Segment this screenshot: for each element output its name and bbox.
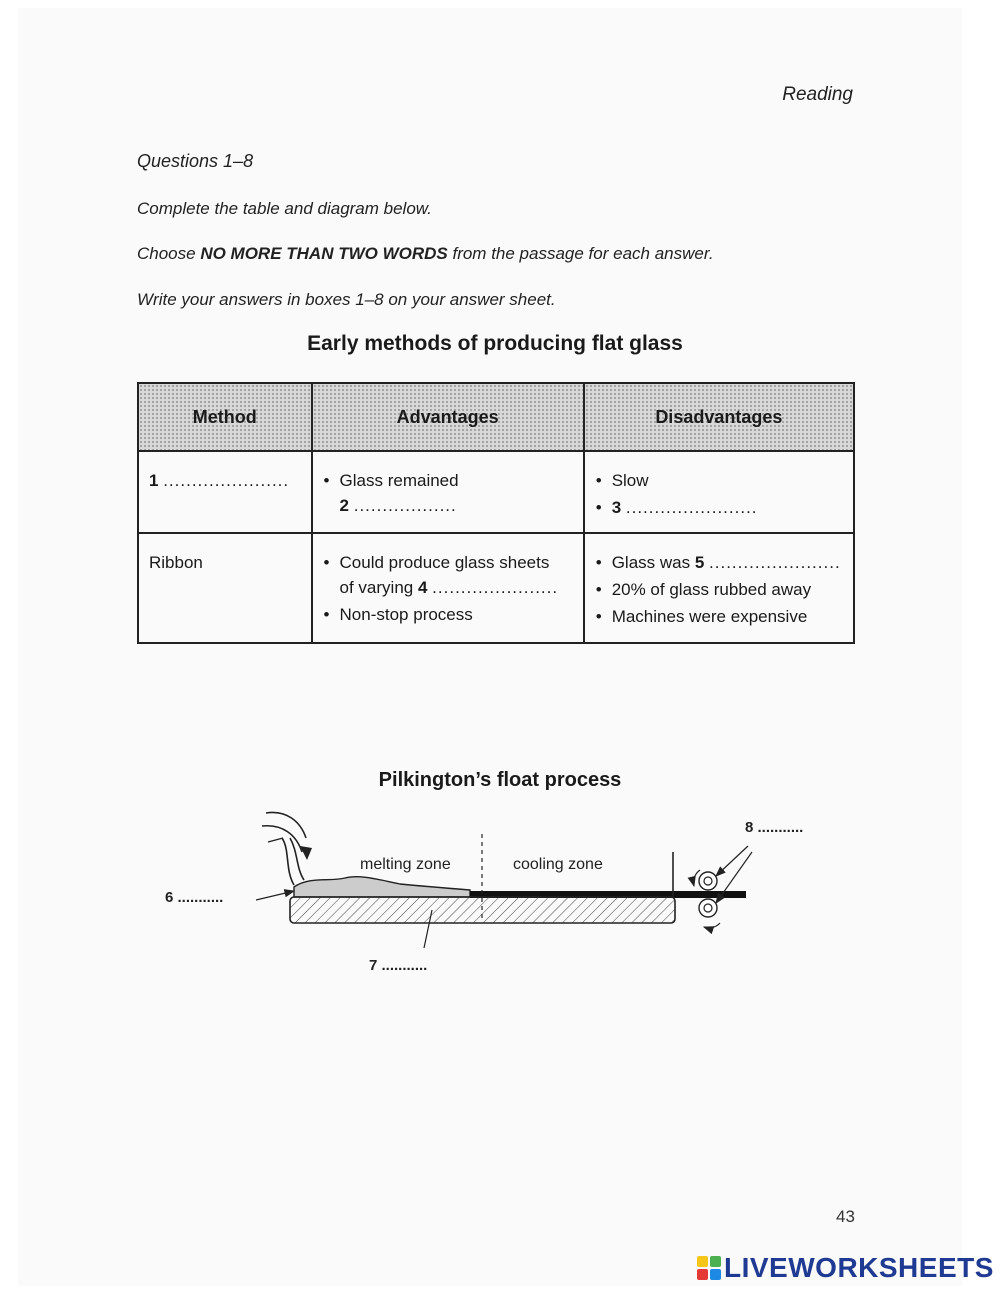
gap-3-number: 3: [611, 498, 622, 517]
brand-square: [710, 1269, 721, 1280]
brand-square: [697, 1269, 708, 1280]
list-item: [595, 495, 845, 520]
row1-disadvantages-cell: [584, 451, 854, 533]
header-advantages: Advantages: [312, 383, 584, 451]
gap-4-number: 4: [417, 578, 428, 597]
brand-wordmark: LIVEWORKSHEETS: [724, 1252, 994, 1283]
brand-grid-icon: [697, 1256, 721, 1280]
page-number: 43: [836, 1207, 855, 1226]
list-item: • Machines were expensive: [595, 604, 845, 629]
gap-4-answer[interactable]: ......................: [432, 578, 559, 597]
row1-adv1-text: Glass remained: [339, 471, 459, 490]
gap-8-label[interactable]: 8 ...........: [745, 819, 804, 836]
list-item: • 20% of glass rubbed away: [595, 577, 845, 602]
table-row: [138, 451, 854, 533]
gap-7-label[interactable]: 7 ...........: [369, 957, 428, 974]
brand-square: [697, 1256, 708, 1267]
gap-5-number: 5: [694, 553, 705, 572]
row1-advantages-cell: [312, 451, 584, 533]
instruction-line-2-pre: Choose: [137, 244, 201, 263]
melting-zone-label: melting zone: [360, 856, 451, 873]
table-title: Early methods of producing flat glass: [307, 332, 683, 355]
list-item: [323, 550, 575, 600]
header-disadvantages: Disadvantages: [584, 383, 854, 451]
gap-1-answer[interactable]: ......................: [163, 471, 290, 490]
gap-5-answer[interactable]: .......................: [709, 553, 841, 572]
row2-method-cell: Ribbon: [138, 533, 312, 643]
liveworksheets-logo: [697, 1253, 994, 1283]
brand-square: [710, 1256, 721, 1267]
gap-3-answer[interactable]: .......................: [625, 498, 758, 517]
instruction-line-2-bold: NO MORE THAN TWO WORDS: [200, 244, 448, 263]
row2-disadvantages-cell: [584, 533, 854, 643]
instruction-line-1: Complete the table and diagram below.: [137, 199, 432, 218]
instruction-line-2: [137, 244, 714, 264]
methods-table: [137, 382, 855, 644]
table-header-row: [138, 383, 854, 451]
list-item: [323, 468, 575, 518]
list-item: [595, 550, 845, 575]
diagram-title: Pilkington’s float process: [378, 769, 622, 791]
row2-adv1-line1: Could produce glass sheets: [339, 553, 550, 572]
row2-dis1-text: Glass was: [611, 553, 695, 572]
gap-2-answer[interactable]: ..................: [353, 496, 457, 515]
instruction-line-3: Write your answers in boxes 1–8 on your answer sheet.: [137, 290, 556, 309]
questions-heading: Questions 1–8: [137, 151, 254, 171]
table-row: [138, 533, 854, 643]
cooling-zone-label: cooling zone: [513, 856, 603, 873]
gap-1-number: 1: [149, 471, 159, 490]
list-item: • Non-stop process: [323, 602, 575, 627]
row1-method-cell: [138, 451, 312, 533]
row2-adv1-line2: of varying: [339, 578, 418, 597]
instruction-line-2-post: from the passage for each answer.: [447, 244, 714, 263]
gap-2-number: 2: [339, 496, 349, 515]
gap-6-label[interactable]: 6 ...........: [165, 889, 224, 906]
list-item: • Slow: [595, 468, 845, 493]
header-method: Method: [138, 383, 312, 451]
section-label: Reading: [782, 84, 853, 105]
row2-advantages-cell: [312, 533, 584, 643]
